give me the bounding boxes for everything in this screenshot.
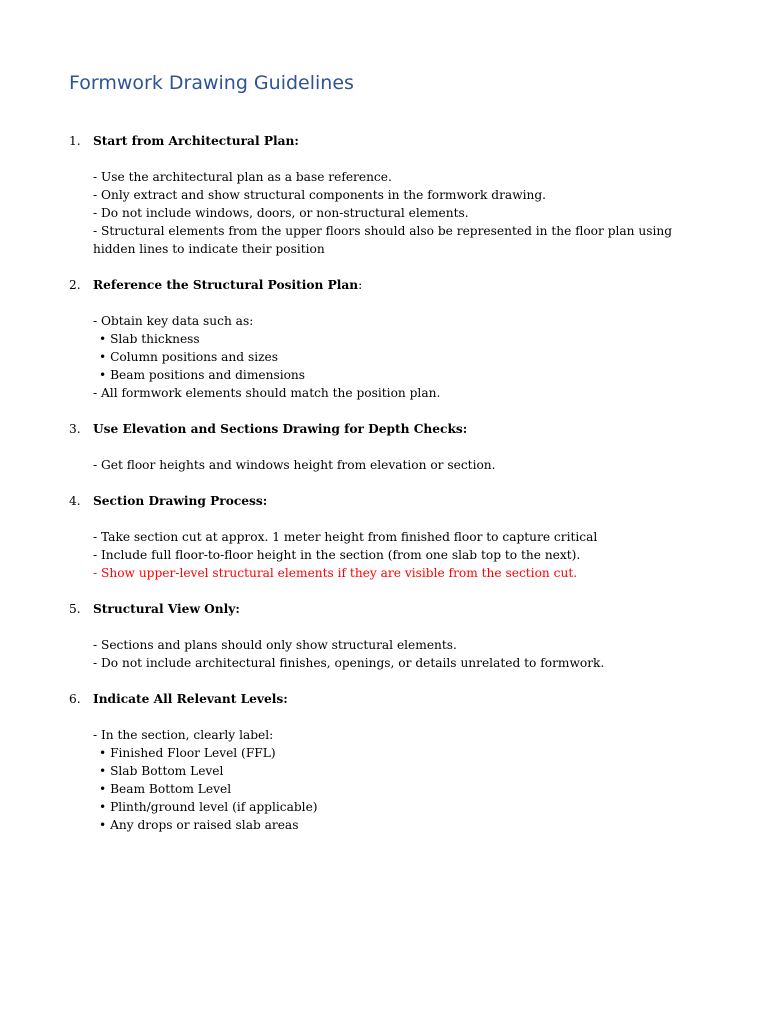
section-header — [0, 600, 768, 618]
guideline-section-5 — [0, 600, 768, 672]
guideline-line: - Take section cut at approx. 1 meter height from finished floor to capture critical — [93, 530, 598, 544]
section-heading: Start from Architectural Plan: — [93, 134, 299, 148]
section-lines — [93, 456, 705, 474]
section-heading — [93, 276, 362, 294]
guideline-line: - Get floor heights and windows height from elevation or section. — [93, 458, 496, 472]
section-header — [0, 420, 768, 438]
section-header — [0, 492, 768, 510]
section-lines — [93, 528, 705, 582]
bullet-item: • Finished Floor Level (FFL) — [99, 746, 276, 760]
guideline-section-1 — [0, 132, 768, 258]
section-heading-text: Reference the Structural Position Plan — [93, 278, 359, 292]
bullet-item: • Slab thickness — [99, 332, 200, 346]
section-heading: Structural View Only: — [93, 602, 240, 616]
bullet-item: • Plinth/ground level (if applicable) — [99, 800, 318, 814]
guideline-section-2 — [0, 276, 768, 402]
bullet-item: • Column positions and sizes — [99, 350, 278, 364]
bullet-item: • Beam Bottom Level — [99, 782, 232, 796]
guideline-line: - Include full floor-to-floor height in the section (from one slab top to the next). — [93, 548, 581, 562]
section-number: 5. — [69, 602, 81, 616]
section-number: 4. — [69, 494, 81, 508]
section-header — [0, 132, 768, 150]
guideline-section-6 — [0, 690, 768, 834]
bullet-item: • Any drops or raised slab areas — [99, 818, 299, 832]
section-header — [0, 276, 768, 294]
guideline-line: - Do not include architectural finishes, openings, or details unrelated to formwork. — [93, 656, 605, 670]
guideline-line: - In the section, clearly label: — [93, 728, 274, 742]
guideline-section-4 — [0, 492, 768, 582]
bullet-item: • Beam positions and dimensions — [99, 368, 306, 382]
section-lines — [93, 636, 705, 672]
bullet-item: • Slab Bottom Level — [99, 764, 224, 778]
section-heading-colon: : — [358, 278, 363, 292]
guideline-line: - Only extract and show structural components in the formwork drawing. — [93, 188, 547, 202]
document-title: Formwork Drawing Guidelines — [69, 72, 354, 94]
guideline-line: - Obtain key data such as: — [93, 314, 254, 328]
section-lines — [93, 312, 705, 402]
section-heading: Section Drawing Process: — [93, 494, 268, 508]
section-number: 2. — [69, 278, 81, 292]
section-header — [0, 690, 768, 708]
section-heading: Indicate All Relevant Levels: — [93, 692, 288, 706]
guidelines-list — [0, 132, 768, 852]
section-number: 6. — [69, 692, 81, 706]
section-number: 3. — [69, 422, 81, 436]
guideline-line: - Use the architectural plan as a base reference. — [93, 170, 392, 184]
highlighted-guideline-line: - Show upper-level structural elements if they are visible from the section cut. — [93, 566, 578, 580]
section-number: 1. — [69, 134, 81, 148]
guideline-line: - All formwork elements should match the position plan. — [93, 386, 441, 400]
section-heading: Use Elevation and Sections Drawing for Depth Checks: — [93, 422, 468, 436]
guideline-line: - Structural elements from the upper floors should also be represented in the floor plan using hidden lines to indicate their position — [93, 224, 673, 256]
section-lines — [93, 726, 705, 834]
guideline-line: - Sections and plans should only show structural elements. — [93, 638, 457, 652]
guideline-section-3 — [0, 420, 768, 474]
section-lines — [93, 168, 705, 258]
guideline-line: - Do not include windows, doors, or non-structural elements. — [93, 206, 469, 220]
